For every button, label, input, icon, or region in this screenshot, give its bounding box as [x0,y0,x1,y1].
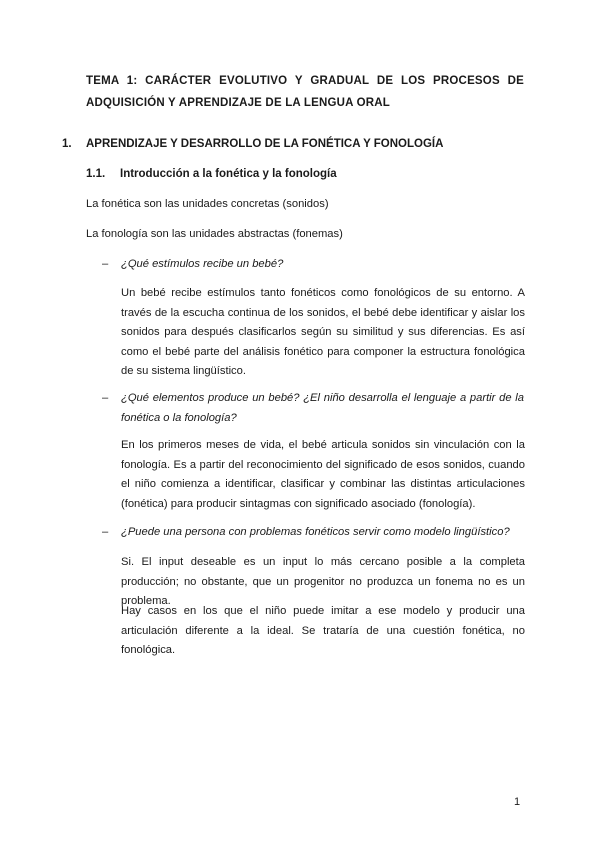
question-1-text: ¿Qué estímulos recibe un bebé? [121,258,284,270]
title-line-2: ADQUISICIÓN Y APRENDIZAJE DE LA LENGUA ORAL [86,97,391,109]
answer-3a: Si. El input deseable es un input lo más cercano posible a la completa producción; no obstante, que un progenitor no produzca un fonema no es un problema. [121,556,525,607]
subsection-title: Introducción a la fonética y la fonología [120,168,337,180]
dash-bullet: – [102,526,109,538]
document-title [86,70,524,114]
answer-1: Un bebé recibe estímulos tanto fonéticos como fonológicos de su entorno. A través de la escucha continua de los sonidos, el bebé debe identificar y aislar los sonidos para después clasificarlos según su similitud y sus diferencias. Es así como el bebé parte del análisis fonético para componer la estructura fonológica de su sistema lingüístico. [121,287,525,377]
answer-3b: Hay casos en los que el niño puede imitar a ese modelo y producir una articulación diferente a la ideal. Se trataría de una cuestión fonética, no fonológica. [121,605,525,656]
page-number: 1 [514,796,521,808]
answer-2: En los primeros meses de vida, el bebé articula sonidos sin vinculación con la fonología. Es a partir del reconocimiento del significado de esos sonidos, cuando el niño comienza a identificar, clasificar y combinar las distintas articulaciones (fonética) para producir sintagmas con significado asociado (fonología). [121,439,525,510]
question-1 [104,254,524,274]
dash-bullet: – [102,258,109,270]
question-3-text: ¿Puede una persona con problemas fonéticos servir como modelo lingüístico? [121,526,510,538]
section-number: 1. [62,138,72,150]
subsection-number: 1.1. [86,168,106,180]
paragraph-fonetica: La fonética son las unidades concretas (sonidos) [86,198,329,210]
paragraph-fonologia: La fonología son las unidades abstractas (fonemas) [86,228,343,240]
dash-bullet: – [102,392,109,404]
question-2-text: ¿Qué elementos produce un bebé? ¿El niño desarrolla el lenguaje a partir de la fonética o la fonología? [121,392,524,424]
title-line-1: TEMA 1: CARÁCTER EVOLUTIVO Y GRADUAL DE LOS PROCESOS DE [86,75,524,87]
question-3 [104,522,524,542]
question-2 [104,388,524,428]
section-title: APRENDIZAJE Y DESARROLLO DE LA FONÉTICA Y FONOLOGÍA [86,138,444,150]
